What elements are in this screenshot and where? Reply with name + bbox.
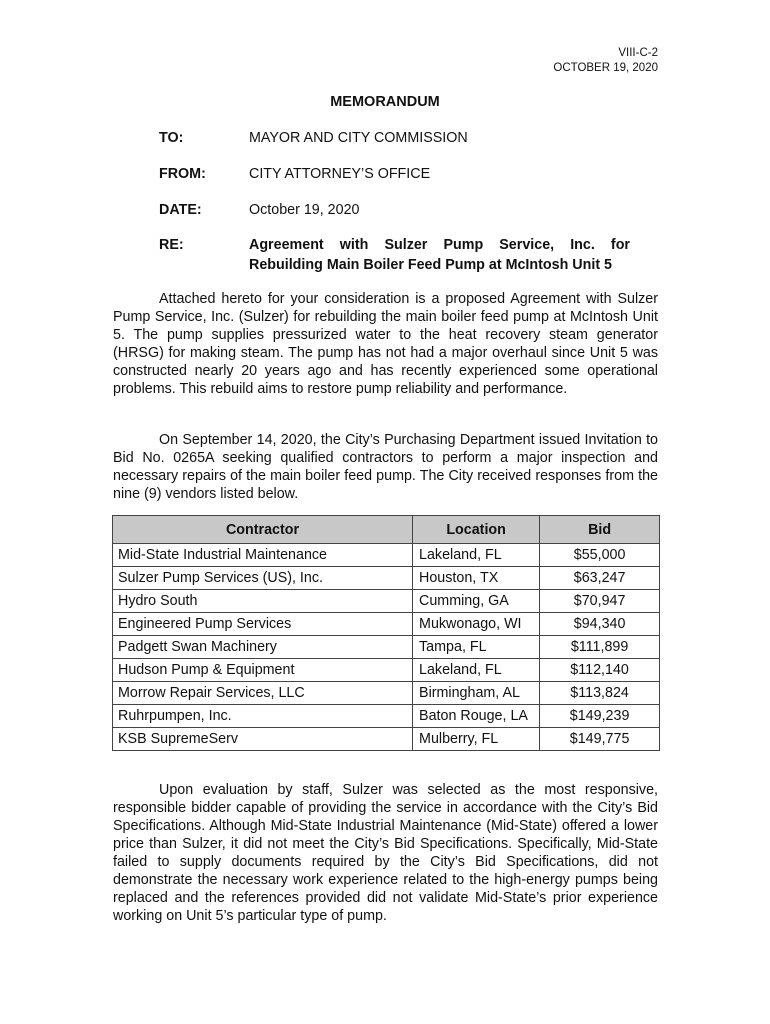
- bid-table: [112, 515, 660, 751]
- table-row: [113, 590, 660, 613]
- location-cell: Mukwonago, WI: [413, 613, 540, 636]
- location-cell: Lakeland, FL: [413, 659, 540, 682]
- document-header-date: OCTOBER 19, 2020: [553, 62, 658, 74]
- header-bid: Bid: [540, 516, 660, 544]
- location-cell: Baton Rouge, LA: [413, 705, 540, 728]
- bid-table-header-row: [113, 516, 660, 544]
- table-row: [113, 544, 660, 567]
- header-contractor: Contractor: [113, 516, 413, 544]
- bid-cell: $111,899: [540, 636, 660, 659]
- bid-cell: $113,824: [540, 682, 660, 705]
- contractor-cell: Engineered Pump Services: [113, 613, 413, 636]
- contractor-cell: Padgett Swan Machinery: [113, 636, 413, 659]
- paragraph-bid-invitation: On September 14, 2020, the City’s Purchasing Department issued Invitation to Bid No. 0265A seeking qualified contractors to perform a major inspection and necessary repairs of the main boiler feed pump. The City received responses from the nine (9) vendors listed below.: [113, 432, 658, 502]
- location-cell: Tampa, FL: [413, 636, 540, 659]
- date-value: October 19, 2020: [249, 202, 360, 218]
- location-cell: Birmingham, AL: [413, 682, 540, 705]
- memo-title: MEMORANDUM: [330, 94, 440, 110]
- contractor-cell: Morrow Repair Services, LLC: [113, 682, 413, 705]
- table-row: [113, 567, 660, 590]
- contractor-cell: Ruhrpumpen, Inc.: [113, 705, 413, 728]
- document-reference: VIII-C-2: [618, 47, 658, 59]
- bid-cell: $94,340: [540, 613, 660, 636]
- date-label: DATE:: [159, 202, 202, 218]
- re-subject: Agreement with Sulzer Pump Service, Inc. for Rebuilding Main Boiler Feed Pump at McIntosh Unit 5: [249, 237, 630, 273]
- contractor-cell: KSB SupremeServ: [113, 728, 413, 751]
- location-cell: Cumming, GA: [413, 590, 540, 613]
- table-row: [113, 705, 660, 728]
- from-label: FROM:: [159, 166, 206, 182]
- bid-cell: $63,247: [540, 567, 660, 590]
- bid-cell: $112,140: [540, 659, 660, 682]
- contractor-cell: Hydro South: [113, 590, 413, 613]
- header-location: Location: [413, 516, 540, 544]
- to-label: TO:: [159, 130, 184, 146]
- paragraph-intro: Attached hereto for your consideration is a proposed Agreement with Sulzer Pump Service, Inc. (Sulzer) for rebuilding the main boiler feed pump at McIntosh Unit 5. The pump supplies pressurized water to the heat recovery steam generator (HRSG) for making steam. The pump has not had a major overhaul since Unit 5 was constructed nearly 20 years ago and has recently experienced some operational problems. This rebuild aims to restore pump reliability and performance.: [113, 291, 658, 397]
- contractor-cell: Sulzer Pump Services (US), Inc.: [113, 567, 413, 590]
- location-cell: Lakeland, FL: [413, 544, 540, 567]
- table-row: [113, 682, 660, 705]
- paragraph-evaluation: Upon evaluation by staff, Sulzer was selected as the most responsive, responsible bidder capable of providing the service in accordance with the City’s Bid Specifications. Although Mid-State Industrial Maintenance (Mid-State) offered a lower price than Sulzer, it did not meet the City’s Bid Specifications. Specifically, Mid-State failed to supply documents required by the City’s Bid Specifications, did not demonstrate the necessary work experience related to the high-energy pumps being replaced and the references provided did not validate Mid-State’s prior experience working on Unit 5’s particular type of pump.: [113, 782, 658, 924]
- location-cell: Mulberry, FL: [413, 728, 540, 751]
- to-value: MAYOR AND CITY COMMISSION: [249, 130, 468, 146]
- from-value: CITY ATTORNEY’S OFFICE: [249, 166, 431, 182]
- bid-cell: $149,239: [540, 705, 660, 728]
- document-header: [553, 46, 658, 76]
- table-row: [113, 613, 660, 636]
- bid-cell: $70,947: [540, 590, 660, 613]
- contractor-cell: Hudson Pump & Equipment: [113, 659, 413, 682]
- table-row: [113, 659, 660, 682]
- table-row: [113, 728, 660, 751]
- bid-cell: $149,775: [540, 728, 660, 751]
- bid-cell: $55,000: [540, 544, 660, 567]
- location-cell: Houston, TX: [413, 567, 540, 590]
- re-label: RE:: [159, 237, 184, 253]
- contractor-cell: Mid-State Industrial Maintenance: [113, 544, 413, 567]
- table-row: [113, 636, 660, 659]
